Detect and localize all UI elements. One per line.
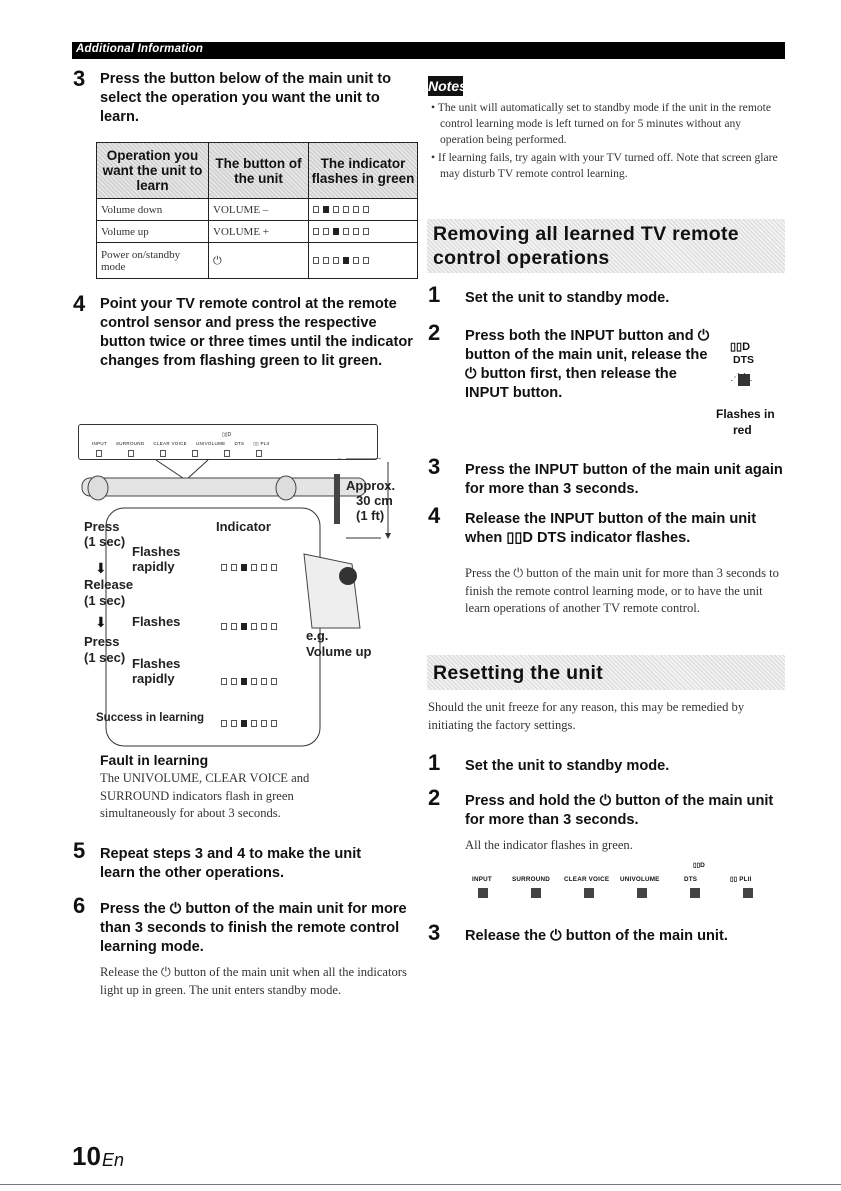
down-arrow-icon: ⬇ xyxy=(95,560,107,576)
indicator-led-icon xyxy=(323,228,329,235)
resetting-step-2: Press and hold the ⏻ button of the main unit for more than 3 seconds. xyxy=(465,793,774,828)
indicator-led-icon xyxy=(261,678,267,685)
table-row xyxy=(97,243,418,279)
success-label: Success in learning xyxy=(96,712,205,724)
indicator-led-icon xyxy=(231,678,237,685)
panel-button-icon xyxy=(224,450,230,457)
dts-dolby-logo: ▯▯D xyxy=(730,341,751,353)
indicator-led-icon xyxy=(271,564,277,571)
indicator-led-icon xyxy=(353,228,359,235)
indicator-led-icon xyxy=(271,678,277,685)
removing-banner xyxy=(427,219,785,273)
indicator-leds xyxy=(313,257,369,264)
flashing-led-icon xyxy=(478,888,488,898)
step-number: 1 xyxy=(428,750,441,775)
panel-label: CLEAR VOICE xyxy=(153,441,187,446)
step-number: 3 xyxy=(73,66,86,91)
step-6-heading: Press the ⏻ button of the main unit for more than 3 seconds to finish the remote control learning mode. xyxy=(100,901,407,955)
table-cell-operation: Volume up xyxy=(97,221,209,243)
step-4-heading: Point your TV remote control at the remote control sensor and press the respective button twice or three times until the indicator changes from flashing green to lit green. xyxy=(100,296,413,369)
indicator-led-icon xyxy=(323,257,329,264)
seq-action: Release xyxy=(84,577,134,592)
table-cell-indicator xyxy=(309,199,418,221)
distance-ft: (1 ft) xyxy=(356,508,385,523)
indicator-led-icon xyxy=(353,257,359,264)
removing-title-line2: control operations xyxy=(433,247,610,269)
indicator-led-icon xyxy=(261,720,267,727)
indicator-led-icon xyxy=(261,564,267,571)
removing-step-4: Release the INPUT button of the main unit when ▯▯D DTS indicator flashes. xyxy=(465,511,757,546)
seq-state: Flashes rapidly xyxy=(132,656,181,686)
panel-button-icon xyxy=(256,450,262,457)
indicator-led-icon xyxy=(271,623,277,630)
flashing-led-icon xyxy=(584,888,594,898)
note-text: If learning fails, try again with your TV turned off. Note that screen glare may disturb TV remote control learning. xyxy=(437,151,778,180)
panel-buttons xyxy=(96,450,262,457)
indicator-leds xyxy=(221,564,277,571)
step-number: 5 xyxy=(73,838,86,863)
step-6-body: Release the ⏻ button of the main unit when all the indicators light up in green. The unit enters standby mode. xyxy=(100,965,407,997)
step-number: 6 xyxy=(73,893,86,918)
dolby-mark: ▯▯D xyxy=(222,432,232,438)
step-number: 4 xyxy=(73,291,86,316)
seq-action: Press xyxy=(84,634,120,649)
removing-step-2: Press both the INPUT button and ⏻ button of the main unit, release the ⏻ button first, then release the INPUT button. xyxy=(465,328,710,401)
indicator-led-icon xyxy=(261,623,267,630)
fault-title: Fault in learning xyxy=(100,752,209,768)
reset-indicator-label: CLEAR VOICE xyxy=(564,876,610,883)
indicator-led-icon xyxy=(343,206,349,213)
step-5-heading: Repeat steps 3 and 4 to make the unit learn the other operations. xyxy=(100,846,362,881)
indicator-led-icon xyxy=(251,623,257,630)
indicator-led-icon xyxy=(353,206,359,213)
panel-button-icon xyxy=(128,450,134,457)
indicator-led-icon xyxy=(363,206,369,213)
indicator-leds xyxy=(313,228,369,235)
resetting-banner xyxy=(427,655,785,690)
indicator-led-icon xyxy=(221,623,227,630)
removing-title-line1: Removing all learned TV remote xyxy=(433,223,739,245)
step-number: 4 xyxy=(428,503,441,528)
seq-leds xyxy=(221,617,277,635)
flashing-led-icon xyxy=(743,888,753,898)
seq-action: (1 sec) xyxy=(84,593,126,608)
dts-text: DTS xyxy=(733,354,754,366)
notes-list xyxy=(428,100,786,182)
flashing-led-icon xyxy=(690,888,700,898)
reset-indicator-label: SURROUND xyxy=(512,876,550,883)
panel-label: UNIVOLUME xyxy=(195,441,226,446)
resetting-intro: Should the unit freeze for any reason, this may be remedied by initiating the factory settings. xyxy=(428,700,745,732)
indicator-led-icon xyxy=(241,720,247,727)
flashes-in-label: Flashes in xyxy=(716,407,775,421)
indicator-label: Indicator xyxy=(216,519,271,534)
panel-button-icon xyxy=(192,450,198,457)
table-header-button: The button of the unit xyxy=(209,143,309,199)
indicator-led-icon xyxy=(333,206,339,213)
seq-leds xyxy=(221,558,277,576)
indicator-led-icon xyxy=(363,228,369,235)
step-3-heading: Press the button below of the main unit to select the operation you want the unit to learn. xyxy=(100,71,392,125)
flashing-led-icon xyxy=(531,888,541,898)
resetting-step-3: Release the ⏻ button of the main unit. xyxy=(465,928,728,944)
bottom-rule xyxy=(0,1184,841,1185)
step-number: 1 xyxy=(428,282,441,307)
reset-indicator-label: DTS xyxy=(684,876,698,883)
table-row xyxy=(97,221,418,243)
resetting-step-1: Set the unit to standby mode. xyxy=(465,758,670,774)
red-label: red xyxy=(733,423,752,437)
indicator-led-icon xyxy=(231,564,237,571)
indicator-leds xyxy=(221,720,277,727)
notes-badge: Notes xyxy=(428,78,467,94)
indicator-led-icon xyxy=(241,564,247,571)
section-header-bar xyxy=(72,42,785,59)
reset-indicator-label: UNIVOLUME xyxy=(620,876,660,883)
step-number: 2 xyxy=(428,320,441,345)
seq-state: Flashes xyxy=(132,614,181,629)
seq-state: Flashes rapidly xyxy=(132,544,181,574)
eg-label: e.g. xyxy=(306,628,329,643)
note-text: The unit will automatically set to standby mode if the unit in the remote control learning mode is left turned on for 5 minutes without any operation being performed. xyxy=(437,101,771,146)
indicator-led-icon xyxy=(323,206,329,213)
removing-step-4-body: Press the ⏻ button of the main unit for more than 3 seconds to finish the remote control learning mode, or to have the unit learn operations of another TV remote control. xyxy=(465,566,779,615)
eg-volume-up: Volume up xyxy=(306,644,372,659)
panel-label: ▯▯ PLII xyxy=(253,441,270,446)
down-arrow-icon: ⬇ xyxy=(95,614,107,630)
indicator-led-icon xyxy=(241,623,247,630)
learning-table xyxy=(96,142,418,279)
indicator-led-icon xyxy=(271,720,277,727)
step-number: 3 xyxy=(428,454,441,479)
panel-button-icon xyxy=(96,450,102,457)
indicator-leds xyxy=(221,623,277,630)
distance-cm: 30 cm xyxy=(356,493,393,508)
table-cell-indicator xyxy=(309,243,418,279)
seq-action: (1 sec) xyxy=(84,650,126,665)
table-cell-indicator xyxy=(309,221,418,243)
step-number: 2 xyxy=(428,785,441,810)
section-title: Additional Information xyxy=(76,43,204,55)
table-cell-operation: Volume down xyxy=(97,199,209,221)
seq-leds xyxy=(221,672,277,690)
table-cell-button: ⏻ xyxy=(209,243,309,279)
removing-step-1: Set the unit to standby mode. xyxy=(465,290,670,306)
indicator-led-icon xyxy=(313,228,319,235)
resetting-title: Resetting the unit xyxy=(433,662,604,684)
indicator-led-icon xyxy=(221,720,227,727)
indicator-led-icon xyxy=(343,228,349,235)
table-cell-button: VOLUME + xyxy=(209,221,309,243)
reset-dolby-mark: ▯▯D xyxy=(693,862,705,869)
indicator-led-icon xyxy=(251,678,257,685)
indicator-led-icon xyxy=(231,623,237,630)
indicator-led-icon xyxy=(221,564,227,571)
note-item: • The unit will automatically set to standby mode if the unit in the remote control learning mode is left turned on for 5 minutes without any operation being performed. xyxy=(431,101,771,146)
indicator-leds xyxy=(221,678,277,685)
reset-indicator-labels xyxy=(472,876,770,883)
panel-button-icon xyxy=(160,450,166,457)
page-number: 10 xyxy=(72,1141,101,1171)
indicator-led-icon xyxy=(313,257,319,264)
page-lang: En xyxy=(102,1150,125,1170)
indicator-led-icon xyxy=(333,257,339,264)
table-row xyxy=(97,199,418,221)
indicator-leds xyxy=(313,206,369,213)
indicator-led-icon xyxy=(313,206,319,213)
press-label: Press xyxy=(84,519,120,534)
resetting-step-2-body: All the indicator flashes in green. xyxy=(465,838,633,852)
panel-label: SURROUND xyxy=(116,441,145,446)
flash-rays-icon: ⋰ ⋱ xyxy=(730,372,753,383)
step-number: 3 xyxy=(428,920,441,945)
table-cell-operation: Power on/standby mode xyxy=(97,243,209,279)
reset-indicator-label: INPUT xyxy=(472,876,492,883)
table-cell-button: VOLUME – xyxy=(209,199,309,221)
table-header-operation: Operation you want the unit to learn xyxy=(97,143,209,199)
panel-label: INPUT xyxy=(92,441,107,446)
panel-label: DTS xyxy=(234,441,245,446)
reset-indicator-leds xyxy=(478,888,753,898)
seq-action: (1 sec) xyxy=(84,534,126,549)
note-item: • If learning fails, try again with your TV turned off. Note that screen glare may disturb TV remote control learning. xyxy=(431,151,778,180)
panel-labels xyxy=(92,441,270,447)
fault-text: The UNIVOLUME, CLEAR VOICE and SURROUND indicators flash in green simultaneously for about 3 seconds. xyxy=(100,771,310,820)
indicator-led-icon xyxy=(251,720,257,727)
indicator-led-icon xyxy=(241,678,247,685)
indicator-led-icon xyxy=(333,228,339,235)
indicator-led-icon xyxy=(343,257,349,264)
success-leds xyxy=(221,714,277,732)
indicator-led-icon xyxy=(363,257,369,264)
flashing-led-icon xyxy=(637,888,647,898)
indicator-led-icon xyxy=(251,564,257,571)
indicator-led-icon xyxy=(221,678,227,685)
indicator-led-icon xyxy=(231,720,237,727)
removing-step-3: Press the INPUT button of the main unit again for more than 3 seconds. xyxy=(465,462,783,497)
approx-label: Approx. xyxy=(346,478,396,493)
reset-indicator-label: ▯▯ PLII xyxy=(730,876,752,883)
table-header-indicator: The indicator flashes in green xyxy=(309,143,418,199)
